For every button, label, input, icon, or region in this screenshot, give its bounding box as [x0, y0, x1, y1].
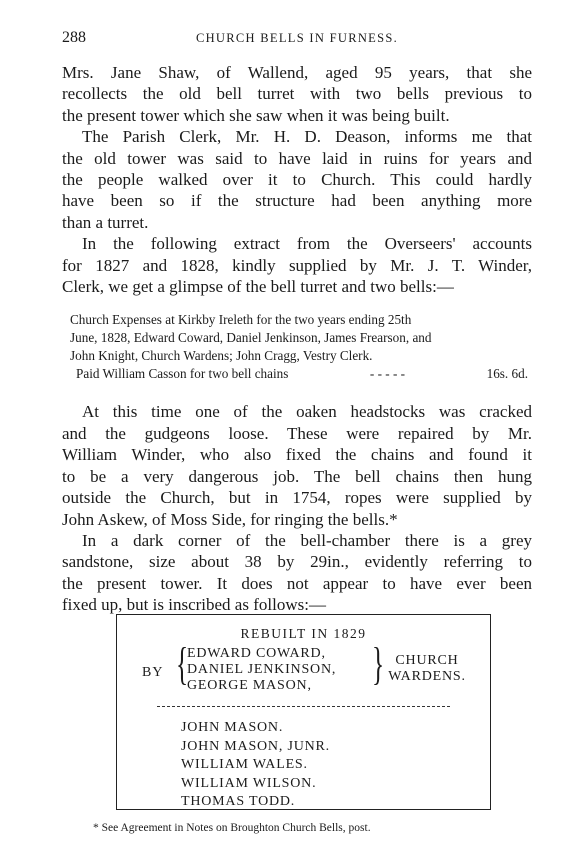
text-line: The Parish Clerk, Mr. H. D. Deason, informs me that [82, 127, 532, 147]
text-line: outside the Church, but in 1754, ropes were supplied by [62, 488, 532, 508]
inscription-name-list [181, 719, 330, 812]
paragraph-4 [62, 401, 532, 529]
text-line: John Askew, of Moss Side, for ringing the bells.* [62, 509, 398, 529]
running-title: CHURCH BELLS IN FURNESS. [195, 31, 399, 45]
church-wardens-label [387, 653, 467, 685]
text-line: Clerk, we get a glimpse of the bell turret and two bells:— [62, 277, 454, 297]
role-line: CHURCH [395, 653, 459, 668]
paid-item: Paid William Casson for two bell chains [76, 366, 289, 382]
text-line: and the gudgeons loose. These were repaired by Mr. [62, 423, 532, 443]
inscription-name: THOMAS TODD. [181, 794, 296, 810]
footnote: * See Agreement in Notes on Broughton Church Bells, post. [93, 822, 371, 834]
paragraph-3 [62, 233, 532, 297]
left-brace: { [175, 638, 189, 689]
text-line: In the following extract from the Overseers' accounts [82, 234, 532, 254]
text-line: fixed up, but is inscribed as follows:— [62, 595, 326, 615]
extract-paid-line [70, 365, 528, 383]
inscription-divider [157, 706, 450, 707]
text-line: Mrs. Jane Shaw, of Wallend, aged 95 years, that she [62, 63, 532, 82]
inscription-by: BY [142, 665, 164, 680]
inscription-name: JOHN MASON. [181, 720, 284, 735]
right-brace: } [371, 638, 385, 689]
text-line: William Winder, who also fixed the chains and found it [62, 445, 532, 465]
extract-line: June, 1828, Edward Coward, Daniel Jenkinson, James Frearson, and [70, 330, 432, 346]
text-line: have been so if the structure had been anything more [62, 191, 532, 211]
paragraph-1 [62, 62, 532, 126]
text-line: the old tower was said to have laid in ruins for years and [62, 148, 532, 168]
text-line: than a turret. [62, 212, 149, 232]
extract-line: John Knight, Church Wardens; John Cragg, Vestry Clerk. [70, 348, 373, 364]
text-line: recollects the old bell turret with two bells previous to [62, 84, 532, 104]
inscription-title: REBUILT IN 1829 [240, 626, 367, 641]
paid-leader: - - - - - [369, 366, 406, 382]
warden-name: EDWARD COWARD, [187, 646, 326, 661]
role-line: WARDENS. [388, 669, 466, 684]
warden-name: DANIEL JENKINSON, [187, 662, 337, 677]
text-line: the present tower which she saw when it was being built. [62, 105, 450, 125]
overseers-extract [70, 311, 532, 383]
page-number: 288 [62, 29, 86, 46]
page-header [62, 29, 532, 51]
warden-name: GEORGE MASON, [187, 678, 312, 693]
text-line: the present tower. It does not appear to have ever been [62, 573, 532, 593]
text-line: sandstone, size about 38 by 29in., evidently referring to [62, 552, 532, 572]
inscription-name: JOHN MASON, JUNR. [181, 738, 330, 754]
paragraph-2 [62, 126, 532, 233]
text-line: In a dark corner of the bell-chamber there is a grey [82, 530, 532, 550]
stone-inscription-box [116, 614, 491, 810]
inscription-name: WILLIAM WALES. [181, 757, 308, 773]
text-line: for 1827 and 1828, kindly supplied by Mr. J. T. Winder, [62, 255, 532, 275]
text-line: the people walked over it to Church. This could hardly [62, 170, 532, 190]
paragraph-5 [62, 530, 532, 616]
main-text [62, 62, 532, 616]
text-line: At this time one of the oaken headstocks was cracked [82, 402, 532, 422]
text-line: to be a very dangerous job. The bell chains then hung [62, 466, 532, 486]
paid-amount: 16s. 6d. [486, 366, 528, 382]
extract-line: Church Expenses at Kirkby Ireleth for the two years ending 25th [70, 312, 412, 328]
inscription-name: WILLIAM WILSON. [181, 775, 317, 791]
churchwarden-names [187, 646, 336, 694]
